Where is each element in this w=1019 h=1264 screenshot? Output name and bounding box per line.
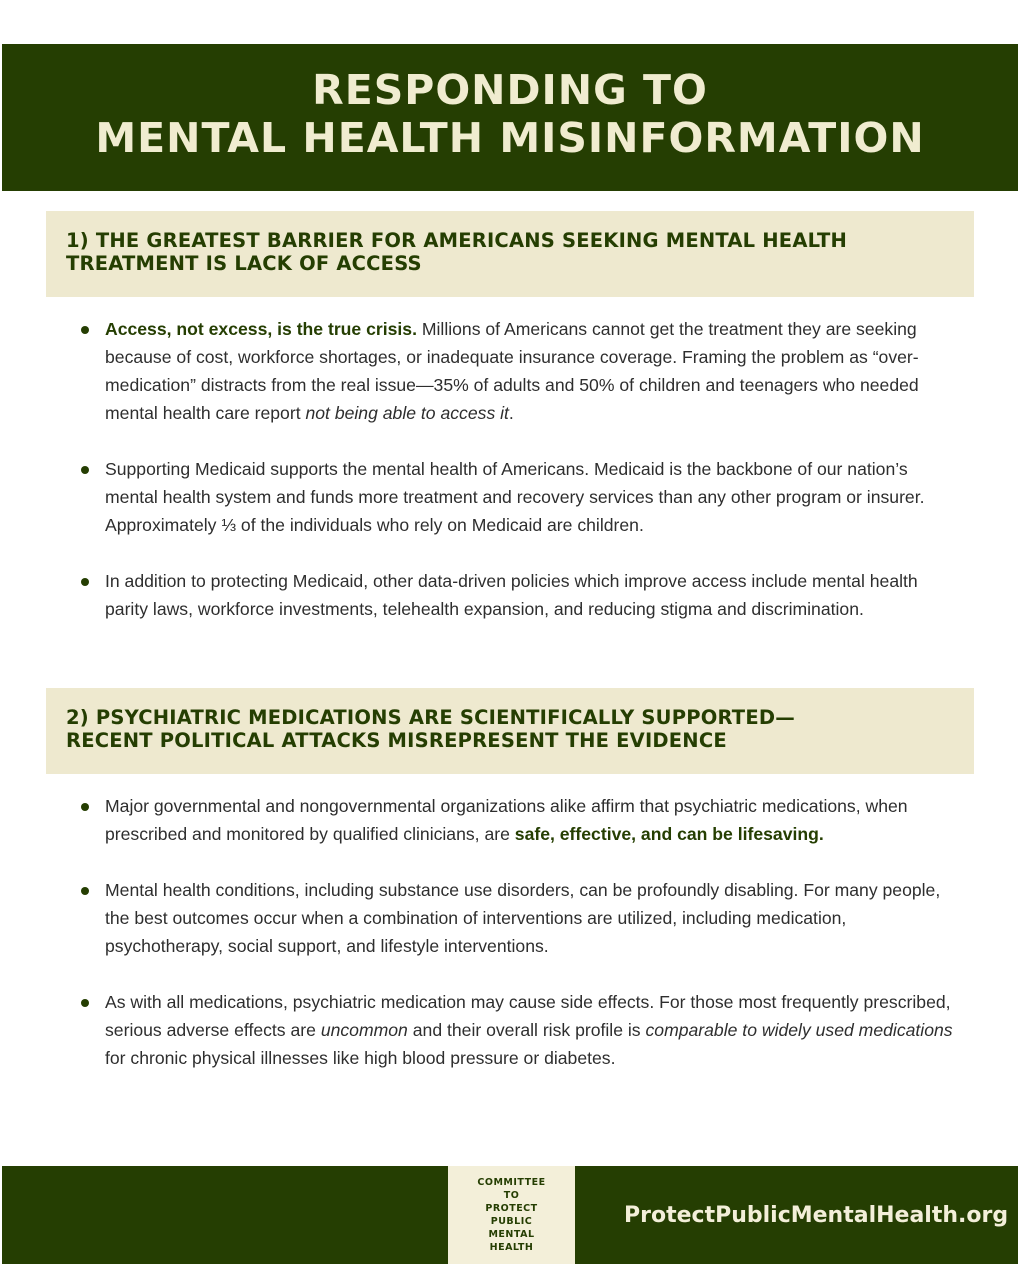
bullet-icon	[81, 803, 89, 811]
logo-line: PUBLIC	[490, 1216, 533, 1227]
logo-line: TO	[503, 1190, 520, 1201]
bullet-text-3: for chronic physical illnesses like high blood pressure or diabetes.	[105, 1048, 616, 1068]
section-2-bullet-3	[0, 988, 1019, 1072]
bullet-text: In addition to protecting Medicaid, other data-driven policies which improve access include mental health parity laws, workforce investments, telehealth expansion, and reducing stigma and discrimination.	[105, 571, 918, 619]
bullet-italic-1: uncommon	[320, 1020, 408, 1040]
bullet-italic: not being able to access it	[305, 403, 509, 423]
bullet-text-2: and their overall risk profile is	[407, 1020, 646, 1040]
bullet-end: .	[508, 403, 514, 423]
section-1-heading-line-1: 1) THE GREATEST BARRIER FOR AMERICANS SEEKING MENTAL HEALTH	[66, 229, 848, 252]
section-2-bullet-list	[0, 792, 1019, 1100]
bullet-text: Millions of Americans cannot get the treatment they are seeking because of cost, workforce shortages, or inadequate insurance coverage. Framing the problem as “over-medication” distracts from the real issue—35% of adults and 50% of children and teenagers who needed mental health care report	[105, 319, 919, 423]
section-1-bullet-list	[0, 315, 1019, 651]
section-1-heading	[46, 211, 974, 297]
bullet-icon	[81, 887, 89, 895]
bullet-icon	[81, 326, 89, 334]
section-2-heading	[46, 688, 974, 774]
section-1-heading-line-2: TREATMENT IS LACK OF ACCESS	[66, 252, 422, 275]
bullet-icon	[81, 466, 89, 474]
logo-line: HEALTH	[489, 1242, 534, 1253]
bullet-bold-emphasis: safe, effective, and can be lifesaving.	[514, 824, 824, 844]
section-1-bullet-1	[0, 315, 1019, 427]
section-2-bullet-1	[0, 792, 1019, 848]
bullet-text: Mental health conditions, including substance use disorders, can be profoundly disabling. For many people, the best outcomes occur when a combination of interventions are utilized, including medication, psychotherapy, social support, and lifestyle interventions.	[105, 880, 941, 956]
section-1-bullet-2	[0, 455, 1019, 539]
logo-line: COMMITTEE	[477, 1177, 546, 1188]
title-banner	[2, 44, 1018, 191]
bullet-text-1: As with all medications, psychiatric medication may cause side effects. For those most frequently prescribed, serious adverse effects are	[105, 992, 951, 1040]
bullet-icon	[81, 578, 89, 586]
logo-line: PROTECT	[485, 1203, 538, 1214]
bullet-text: Supporting Medicaid supports the mental health of Americans. Medicaid is the backbone of our nation’s mental health system and funds more treatment and recovery services than any other program or insurer. Approximately ⅓ of the individuals who rely on Medicaid are children.	[105, 459, 925, 535]
bullet-italic-2: comparable to widely used medications	[645, 1020, 953, 1040]
title-line-1: RESPONDING TO	[312, 66, 708, 114]
section-2-bullet-2	[0, 876, 1019, 960]
section-2-heading-line-1: 2) PSYCHIATRIC MEDICATIONS ARE SCIENTIFICALLY SUPPORTED—	[66, 706, 795, 729]
title-line-2: MENTAL HEALTH MISINFORMATION	[95, 114, 925, 162]
section-2-heading-line-2: RECENT POLITICAL ATTACKS MISREPRESENT THE EVIDENCE	[66, 729, 727, 752]
bullet-icon	[81, 999, 89, 1007]
section-1-bullet-3	[0, 567, 1019, 623]
committee-logo	[448, 1166, 575, 1264]
bullet-text: Major governmental and nongovernmental organizations alike affirm that psychiatric medications, when prescribed and monitored by qualified clinicians, are	[105, 796, 908, 844]
bullet-bold-lead: Access, not excess, is the true crisis.	[105, 319, 417, 339]
website-link[interactable]: ProtectPublicMentalHealth.org	[624, 1203, 1009, 1228]
logo-line: MENTAL	[488, 1229, 535, 1240]
footer-bar	[2, 1166, 1018, 1264]
